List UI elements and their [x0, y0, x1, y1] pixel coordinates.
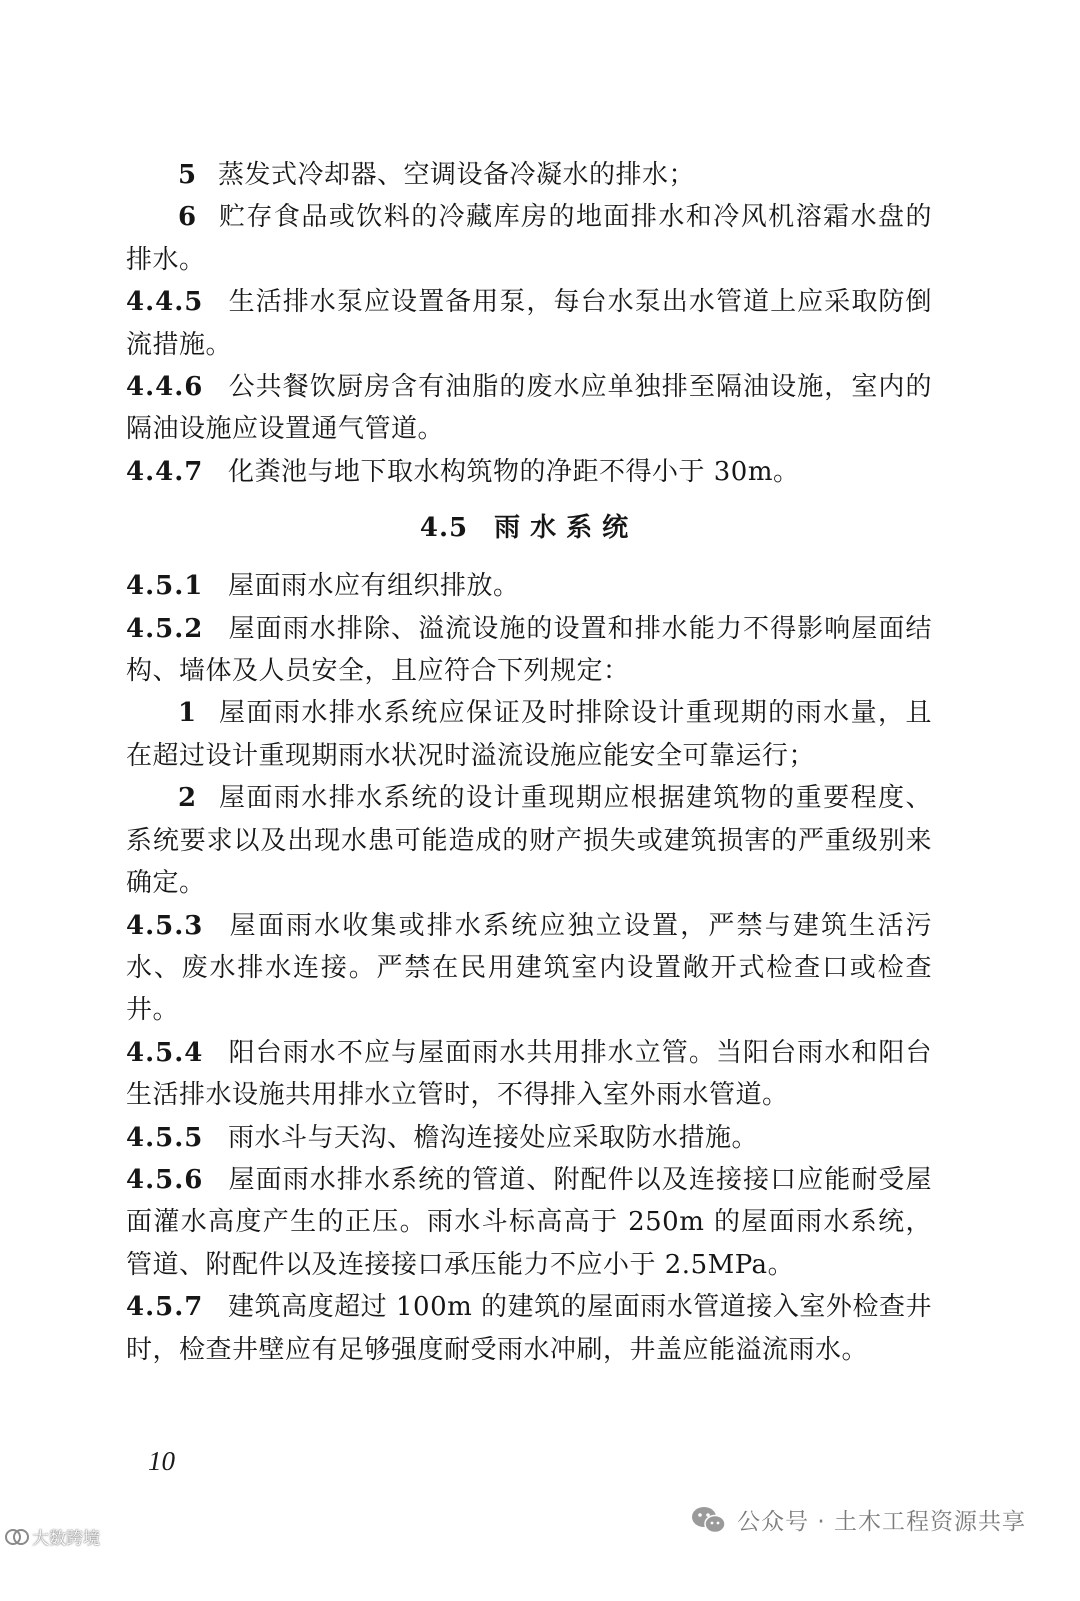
item-number: 6 — [178, 202, 198, 233]
clause-number: 4.5.3 — [126, 910, 204, 941]
item-number: 1 — [178, 698, 198, 729]
section-number: 4.5 — [419, 513, 469, 544]
clause — [126, 565, 932, 607]
clause-text: 雨水斗与天沟、檐沟连接处应采取防水措施。 — [228, 1122, 759, 1153]
list-item — [126, 196, 932, 281]
list-item — [126, 777, 932, 904]
clause — [126, 1032, 932, 1117]
page-number: 10 — [148, 1446, 175, 1476]
clause — [126, 1159, 932, 1286]
clause-number: 4.4.6 — [126, 372, 204, 403]
clause-text: 化粪池与地下取水构筑物的净距不得小于 30m。 — [228, 456, 800, 487]
item-text: 蒸发式冷却器、空调设备冷凝水的排水； — [218, 160, 696, 190]
clause — [126, 281, 932, 366]
section-heading — [126, 507, 932, 549]
watermark-account-text: 公众号 · 土木工程资源共享 — [737, 1509, 1026, 1535]
list-item — [126, 692, 932, 777]
clause-number: 4.5.6 — [126, 1164, 204, 1195]
list-item — [126, 154, 932, 196]
watermark-brand-text: 大数跨境 — [32, 1529, 100, 1549]
watermark-brand — [4, 1524, 100, 1549]
clause-number: 4.5.2 — [126, 613, 204, 644]
clause-text: 建筑高度超过 100m 的建筑的屋面雨水管道接入室外检查井时，检查井壁应有足够强度耐受雨水冲刷，井盖应能溢流雨水。 — [126, 1292, 932, 1365]
clauses-before — [126, 154, 932, 493]
clause-text: 公共餐饮厨房含有油脂的废水应单独排至隔油设施，室内的隔油设施应设置通气管道。 — [126, 372, 932, 445]
clause — [126, 451, 932, 493]
clause-text: 屋面雨水应有组织排放。 — [228, 571, 520, 602]
clauses-after — [126, 565, 932, 1371]
clause — [126, 905, 932, 1032]
clause-text: 屋面雨水收集或排水系统应独立设置，严禁与建筑生活污水、废水排水连接。严禁在民用建筑室内设置敞开式检查口或检查井。 — [126, 910, 932, 1026]
wechat-icon — [691, 1505, 727, 1535]
clause-number: 4.5.1 — [126, 571, 204, 602]
clause-text: 屋面雨水排水系统的管道、附配件以及连接接口应能耐受屋面灌水高度产生的正压。雨水斗标高高于 250m 的屋面雨水系统，管道、附配件以及连接接口承压能力不应小于 2.5MPa。 — [126, 1164, 932, 1280]
item-text: 贮存食品或饮料的冷藏库房的地面排水和冷风机溶霜水盘的排水。 — [126, 202, 932, 275]
clause — [126, 1286, 932, 1371]
clause-number: 4.4.5 — [126, 287, 204, 318]
section-title: 雨水系统 — [494, 513, 639, 544]
item-text: 屋面雨水排水系统应保证及时排除设计重现期的雨水量，且在超过设计重现期雨水状况时溢流设施应能安全可靠运行； — [126, 698, 932, 771]
clause-text: 屋面雨水排除、溢流设施的设置和排水能力不得影响屋面结构、墙体及人员安全，且应符合下列规定： — [126, 613, 932, 687]
clause-text: 生活排水泵应设置备用泵，每台水泵出水管道上应采取防倒流措施。 — [126, 287, 932, 360]
clause-number: 4.4.7 — [126, 456, 204, 487]
clause — [126, 1117, 932, 1159]
clause-number: 4.5.7 — [126, 1292, 204, 1323]
clause — [126, 366, 932, 451]
item-text: 屋面雨水排水系统的设计重现期应根据建筑物的重要程度、系统要求以及出现水患可能造成的财产损失或建筑损害的严重级别来确定。 — [126, 783, 932, 899]
item-number: 5 — [178, 160, 198, 190]
clause — [126, 608, 932, 693]
brand-logo-icon — [4, 1525, 30, 1549]
watermark-account — [691, 1503, 1026, 1536]
clause-number: 4.5.5 — [126, 1122, 204, 1153]
item-number: 2 — [178, 783, 198, 814]
clause-number: 4.5.4 — [126, 1037, 204, 1068]
page-body — [126, 154, 932, 1371]
clause-text: 阳台雨水不应与屋面雨水共用排水立管。当阳台雨水和阳台生活排水设施共用排水立管时，不得排入室外雨水管道。 — [126, 1037, 932, 1111]
